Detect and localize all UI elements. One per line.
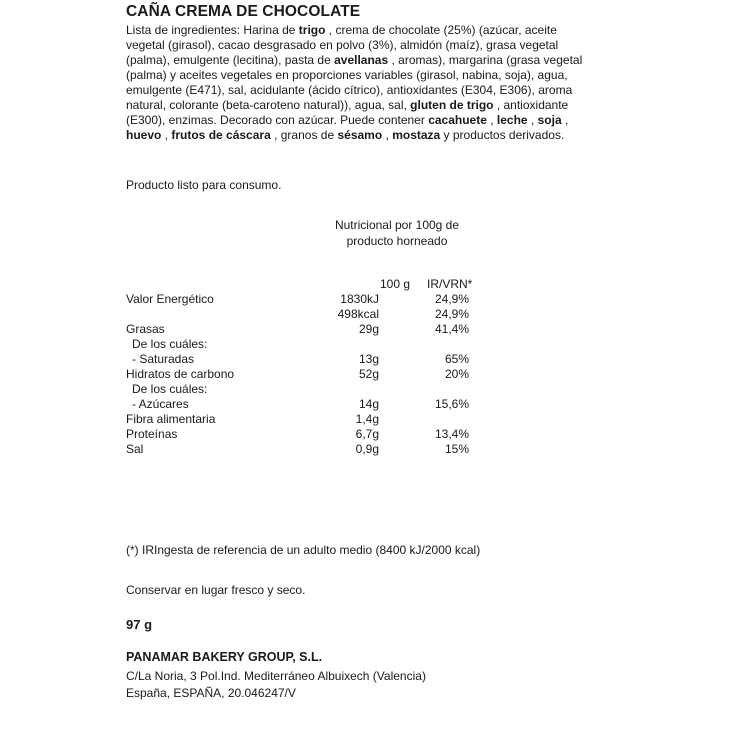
- ingredient-text: , antioxidante (E300), enzimas. Decorado con azúcar. Puede contener: [126, 98, 569, 127]
- nutrient-value: 0,9g: [355, 442, 379, 456]
- nutrient-value: 13g: [358, 352, 379, 366]
- ingredient-text: ,: [382, 128, 393, 142]
- nutrient-value: 1830kJ: [340, 292, 379, 306]
- nutrition-row: [126, 322, 596, 337]
- footnote: (*) IRIngesta de referencia de un adulto medio (8400 kJ/2000 kcal): [126, 543, 481, 557]
- company-name: PANAMAR BAKERY GROUP, S.L.: [126, 650, 323, 664]
- nutrition-row: [126, 307, 596, 322]
- nutrition-row: [126, 412, 596, 427]
- nutrient-label: Fibra alimentaria: [126, 412, 216, 426]
- nutrient-value: 29g: [358, 322, 379, 336]
- nutrient-label: Valor Energético: [126, 292, 214, 306]
- allergen-text: cacahuete: [428, 113, 487, 127]
- product-title: CAÑA CREMA DE CHOCOLATE: [126, 3, 361, 20]
- nutrient-reference-percent: 24,9%: [434, 292, 469, 306]
- nutrition-row: [126, 427, 596, 442]
- ingredient-text: y productos derivados.: [440, 128, 565, 142]
- address-line-2: España, ESPAÑA, 20.046247/V: [126, 686, 296, 700]
- ingredients-list: [126, 23, 596, 143]
- nutrient-value: 14g: [358, 397, 379, 411]
- nutrient-value: 1,4g: [355, 412, 379, 426]
- ingredient-text: , crema de chocolate (25%) (azúcar, aceite vegetal (girasol), cacao desgrasado en polvo (3%), almidón (maíz), grasa vegetal (palma), emulgente (lecitina), pasta de: [126, 23, 559, 67]
- ingredient-text: ,: [486, 113, 497, 127]
- nutrient-label: De los cuáles:: [132, 382, 208, 396]
- nutrient-value: 498kcal: [337, 307, 379, 321]
- nutrient-reference-percent: 65%: [444, 352, 469, 366]
- ingredient-text: ,: [561, 113, 569, 127]
- nutrient-reference-percent: 41,4%: [434, 322, 469, 336]
- nutrition-row: [126, 292, 596, 307]
- allergen-text: frutos de cáscara: [171, 128, 271, 142]
- nutrient-reference-percent: 24,9%: [434, 307, 469, 321]
- nutrition-row: [126, 382, 596, 397]
- column-header-100g: 100 g: [380, 277, 411, 291]
- allergen-text: sésamo: [337, 128, 383, 142]
- nutrition-heading-line2: producto horneado: [346, 234, 448, 248]
- nutrition-row: [126, 397, 596, 412]
- nutrient-reference-percent: 15,6%: [434, 397, 469, 411]
- nutrition-row: [126, 442, 596, 457]
- nutrient-label: De los cuáles:: [132, 337, 208, 351]
- nutrient-label: Sal: [126, 442, 144, 456]
- nutrition-row: [126, 352, 596, 367]
- storage-instructions: Conservar en lugar fresco y seco.: [126, 583, 306, 597]
- nutrient-label: - Saturadas: [132, 352, 195, 366]
- allergen-text: avellanas: [334, 53, 389, 67]
- nutrient-label: - Azúcares: [132, 397, 189, 411]
- nutrient-label: Proteínas: [126, 427, 178, 441]
- nutrient-reference-percent: 13,4%: [434, 427, 469, 441]
- nutrition-row: [126, 367, 596, 382]
- ingredient-text: Lista de ingredientes: Harina de: [126, 23, 299, 37]
- nutrient-value: 6,7g: [355, 427, 379, 441]
- nutrient-label: Grasas: [126, 322, 165, 336]
- allergen-text: trigo: [298, 23, 326, 37]
- allergen-text: leche: [496, 113, 528, 127]
- nutrient-label: Hidratos de carbono: [126, 367, 235, 381]
- nutrition-heading: [322, 217, 472, 249]
- nutrient-reference-percent: 20%: [444, 367, 469, 381]
- ingredient-text: , granos de: [270, 128, 338, 142]
- nutrition-row: [126, 337, 596, 352]
- ready-to-eat-note: Producto listo para consumo.: [126, 178, 282, 192]
- nutrition-heading-line1: Nutricional por 100g de: [334, 218, 460, 232]
- ingredient-text: ,: [527, 113, 538, 127]
- nutrient-value: 52g: [358, 367, 379, 381]
- ingredient-text: , aromas), margarina (grasa vegetal (palma) y aceites vegetales en proporciones variables (girasol, nabina, soja), agua, emulgente (E471), sal, acidulante (ácido cítrico), antioxidantes (E304, E306), aroma natural, colorante (beta-caroteno natural)), agua, sal,: [126, 53, 583, 112]
- nutrient-reference-percent: 15%: [444, 442, 469, 456]
- ingredient-text: ,: [161, 128, 172, 142]
- allergen-text: mostaza: [392, 128, 441, 142]
- column-header-ir-vrn: IR/VRN*: [427, 277, 473, 291]
- allergen-text: gluten de trigo: [410, 98, 494, 112]
- net-weight: 97 g: [126, 617, 153, 632]
- allergen-text: huevo: [126, 128, 162, 142]
- address-line-1: C/La Noria, 3 Pol.Ind. Mediterráneo Albuixech (Valencia): [126, 669, 426, 683]
- allergen-text: soja: [537, 113, 562, 127]
